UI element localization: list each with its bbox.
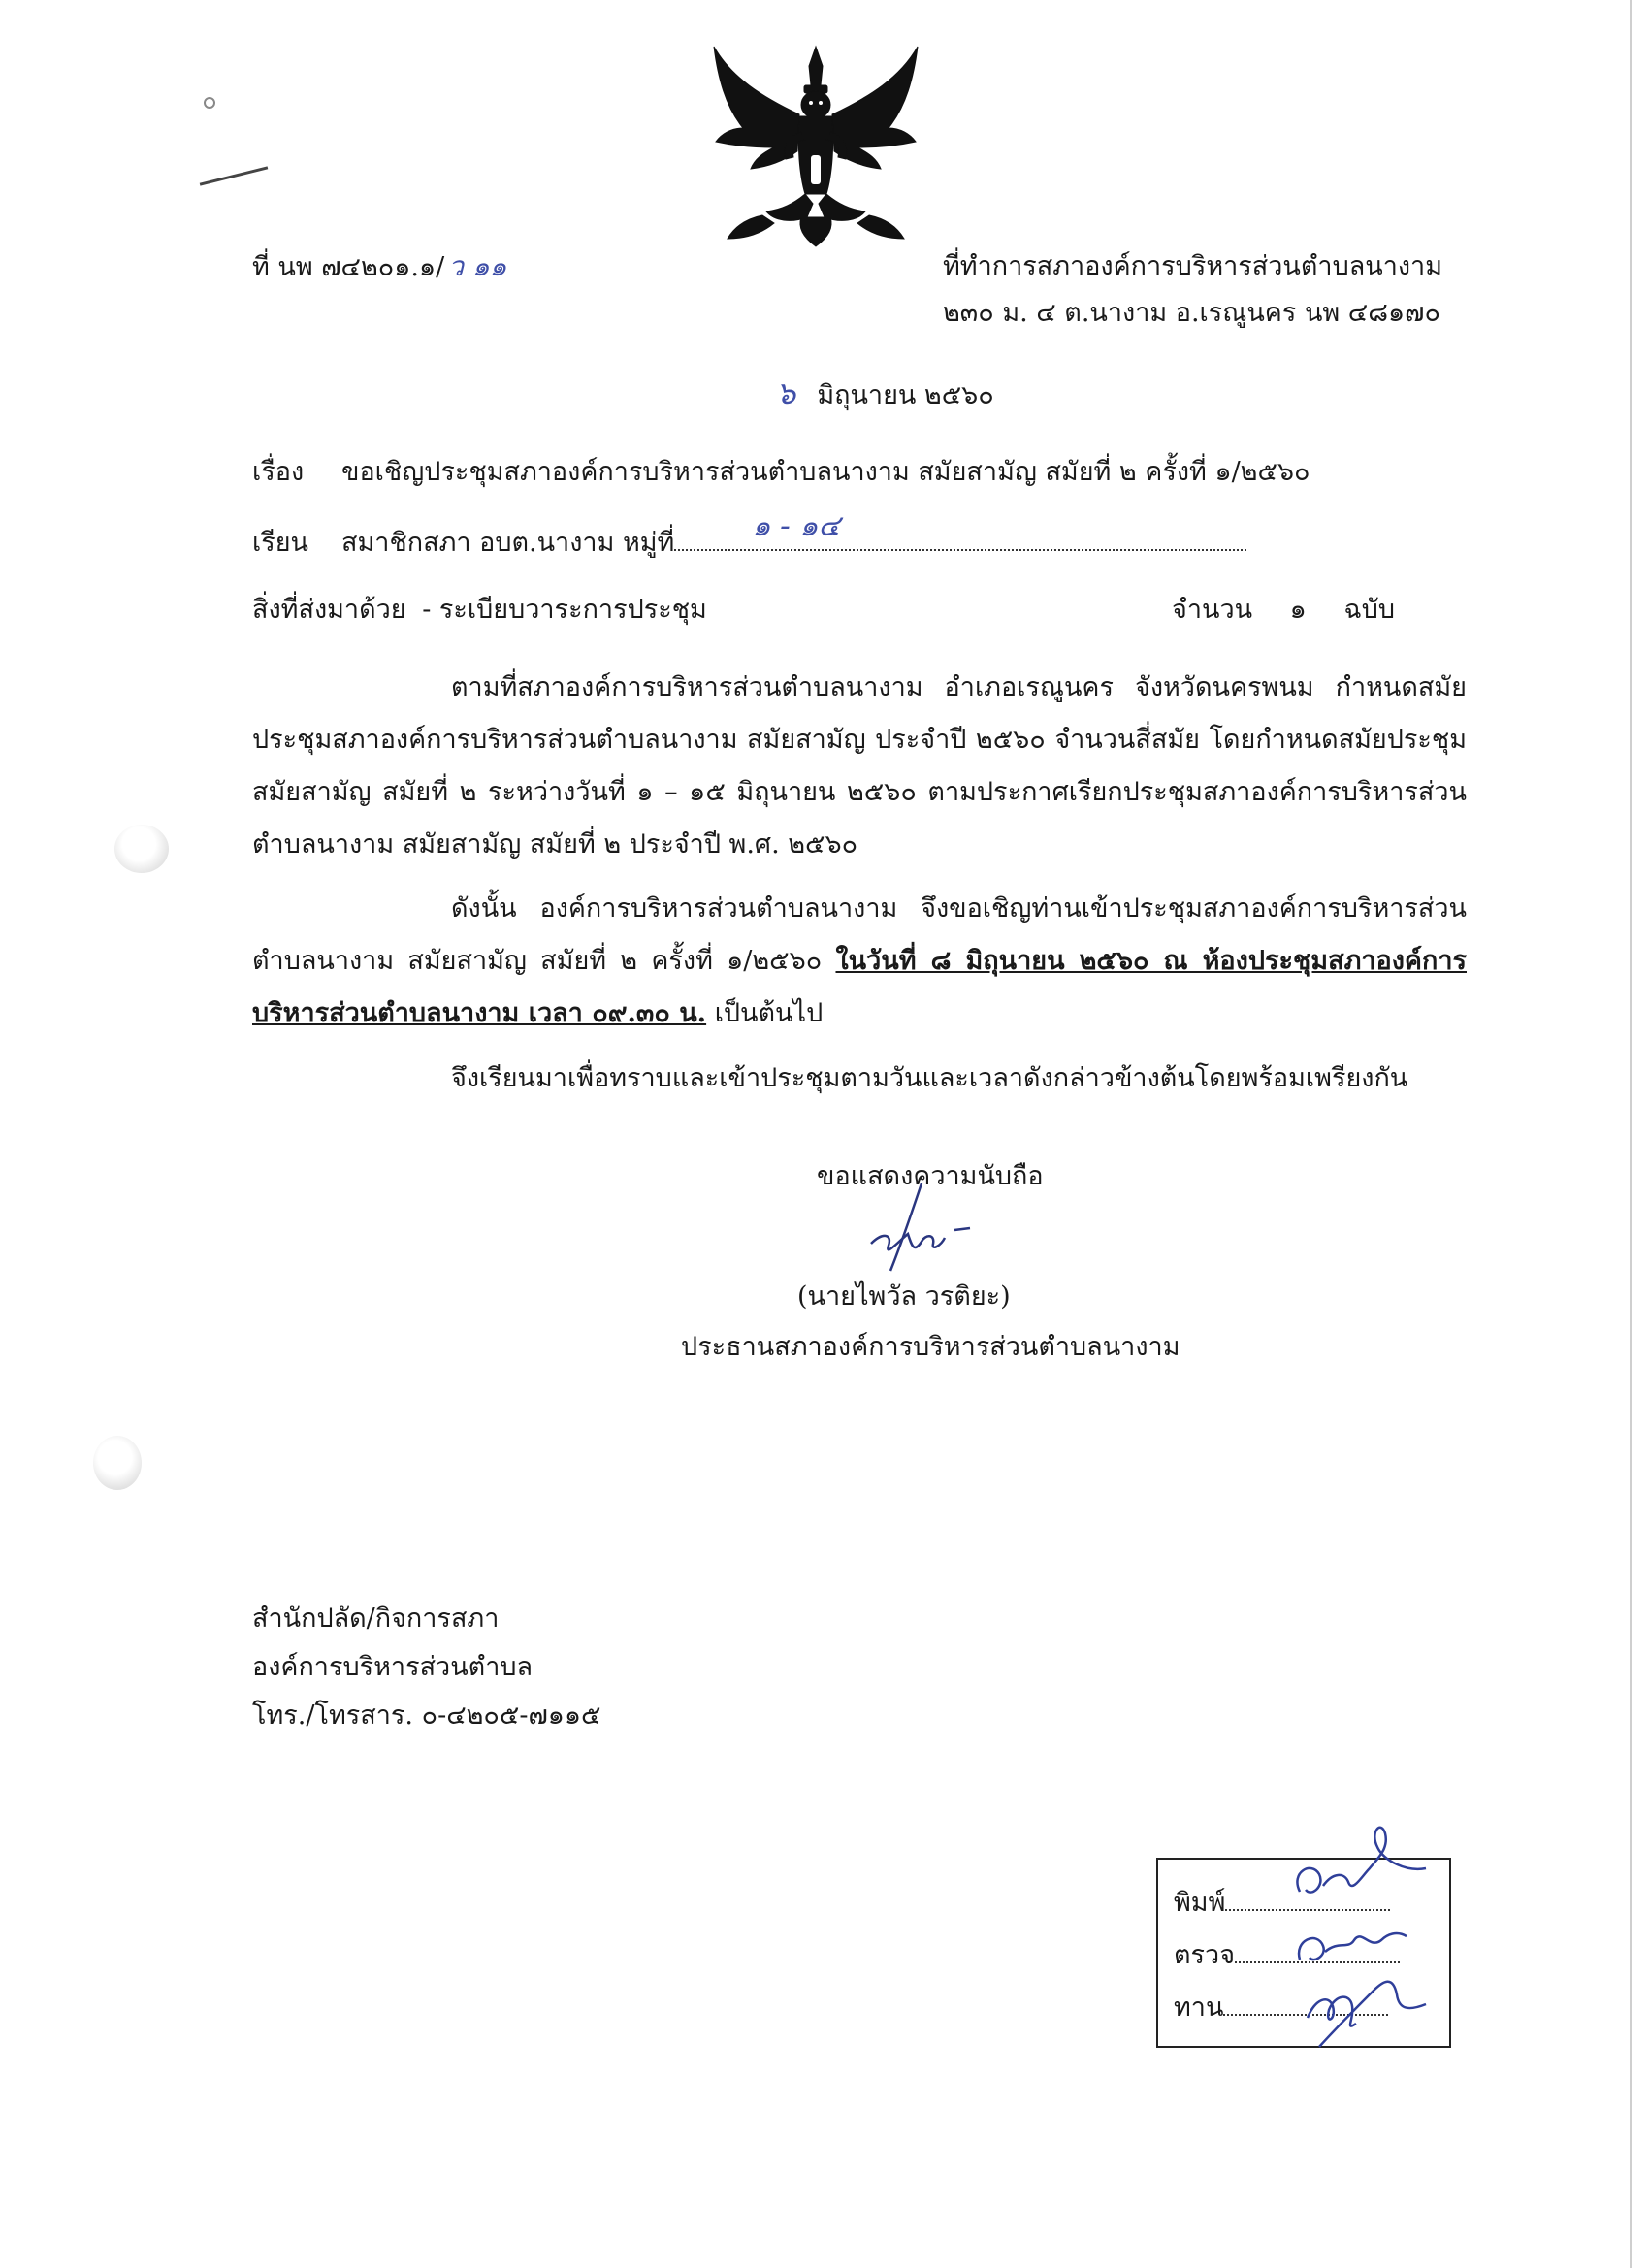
recipient-text: สมาชิกสภา อบต.นางาม หมู่ที่: [341, 528, 675, 558]
signatory-title: ประธานสภาองค์การบริหารส่วนตำบลนางาม: [681, 1332, 1180, 1362]
date-handwritten-day: ๖: [776, 374, 796, 411]
subject-line: [252, 456, 1310, 489]
punch-hole: [93, 1436, 142, 1490]
paragraph-1-text: ตามที่สภาองค์การบริหารส่วนตำบลนางาม อำเภอเรณูนคร จังหวัดนครพนม กำหนดสมัยประชุมสภาองค์การบริหารส่วนตำบลนางาม สมัยสามัญ ประจำปี ๒๕๖๐ จำนวนสี่สมัย โดยกำหนดสมัยประชุม สมัยสามัญ สมัยที่ ๒ ระหว่างวันที่ ๑ – ๑๕ มิถุนายน ๒๕๖๐ ตามประกาศเรียกประชุมสภาองค์การบริหารส่วนตำบลนางาม สมัยสามัญ สมัยที่ ๒ ประจำปี พ.ศ. ๒๕๖๐: [252, 672, 1467, 859]
body-paragraph-3: จึงเรียนมาเพื่อทราบและเข้าประชุมตามวันและเวลาดังกล่าวข้างต้นโดยพร้อมเพรียงกัน: [451, 1063, 1408, 1093]
enclosure-quantity: [1172, 594, 1395, 627]
footer-phone: โทร./โทรสาร. ๐-๔๒๐๕-๗๑๑๕: [252, 1701, 601, 1731]
enclosure-line: [252, 594, 707, 627]
footer-organization: องค์การบริหารส่วนตำบล: [252, 1652, 534, 1682]
scan-mark: [200, 166, 269, 185]
recipient-handwritten: ๑ - ๑๔: [752, 509, 841, 543]
enclosure-label: สิ่งที่ส่งมาด้วย: [252, 595, 406, 625]
scan-edge-line: [1630, 0, 1632, 2268]
signature: [854, 1174, 989, 1280]
subject-text: ขอเชิญประชุมสภาองค์การบริหารส่วนตำบลนางาม สมัยสามัญ สมัยที่ ๒ ครั้งที่ ๑/๒๕๖๐: [341, 457, 1310, 487]
recipient-fill-line: [674, 509, 1246, 551]
document-date: [776, 376, 994, 412]
meeting-datetime-emphasis: ในวันที่ ๘ มิถุนายน ๒๕๖๐ ณ ห้องประชุมสภาองค์การบริหารส่วนตำบลนางาม เวลา ๐๙.๓๐ น.: [252, 946, 1467, 1028]
footer-department: สำนักปลัด/กิจการสภา: [252, 1604, 500, 1634]
signatory-name: (นายไพวัล วรติยะ): [797, 1281, 1011, 1312]
office-address: ๒๓๐ ม. ๔ ต.นางาม อ.เรณูนคร นพ ๔๘๑๗๐: [943, 298, 1440, 328]
stamp-reviewed-label: ทาน: [1174, 1993, 1224, 2023]
date-month-year: มิถุนายน ๒๕๖๐: [817, 380, 994, 410]
garuda-emblem: [704, 39, 927, 262]
enclosure-quantity-value: ๑: [1289, 595, 1307, 625]
enclosure-unit: ฉบับ: [1343, 595, 1396, 625]
office-name: ที่ทำการสภาองค์การบริหารส่วนตำบลนางาม: [943, 251, 1443, 281]
paragraph-2-end: เป็นต้นไป: [714, 998, 824, 1028]
stamp-checked-label: ตรวจ: [1174, 1940, 1236, 1970]
closing-salutation: ขอแสดงความนับถือ: [817, 1161, 1044, 1191]
scan-mark: [204, 97, 215, 109]
punch-hole: [114, 825, 169, 873]
document-reference: [252, 250, 506, 284]
reference-number: ที่ นพ ๗๔๒๐๑.๑/: [252, 252, 445, 282]
enclosure-quantity-label: จำนวน: [1172, 595, 1253, 625]
stamp-typed-label: พิมพ์: [1174, 1888, 1226, 1918]
body-paragraph-1: [252, 662, 1467, 871]
recipient-label: เรียน: [252, 528, 309, 558]
enclosure-item: - ระเบียบวาระการประชุม: [422, 595, 707, 625]
stamp-initials: [1261, 1804, 1455, 2076]
paragraph-2-text: ดังนั้น องค์การบริหารส่วนตำบลนางาม จึงขอเชิญท่านเข้าประชุมสภาองค์การบริหารส่วนตำบลนางาม สมัยสามัญ สมัยที่ ๒ ครั้งที่ ๑/๒๕๖๐: [252, 893, 1467, 976]
body-paragraph-2: [252, 883, 1467, 1040]
reference-handwritten: ว ๑๑: [448, 250, 507, 282]
subject-label: เรื่อง: [252, 457, 305, 487]
recipient-line: [252, 509, 1246, 560]
